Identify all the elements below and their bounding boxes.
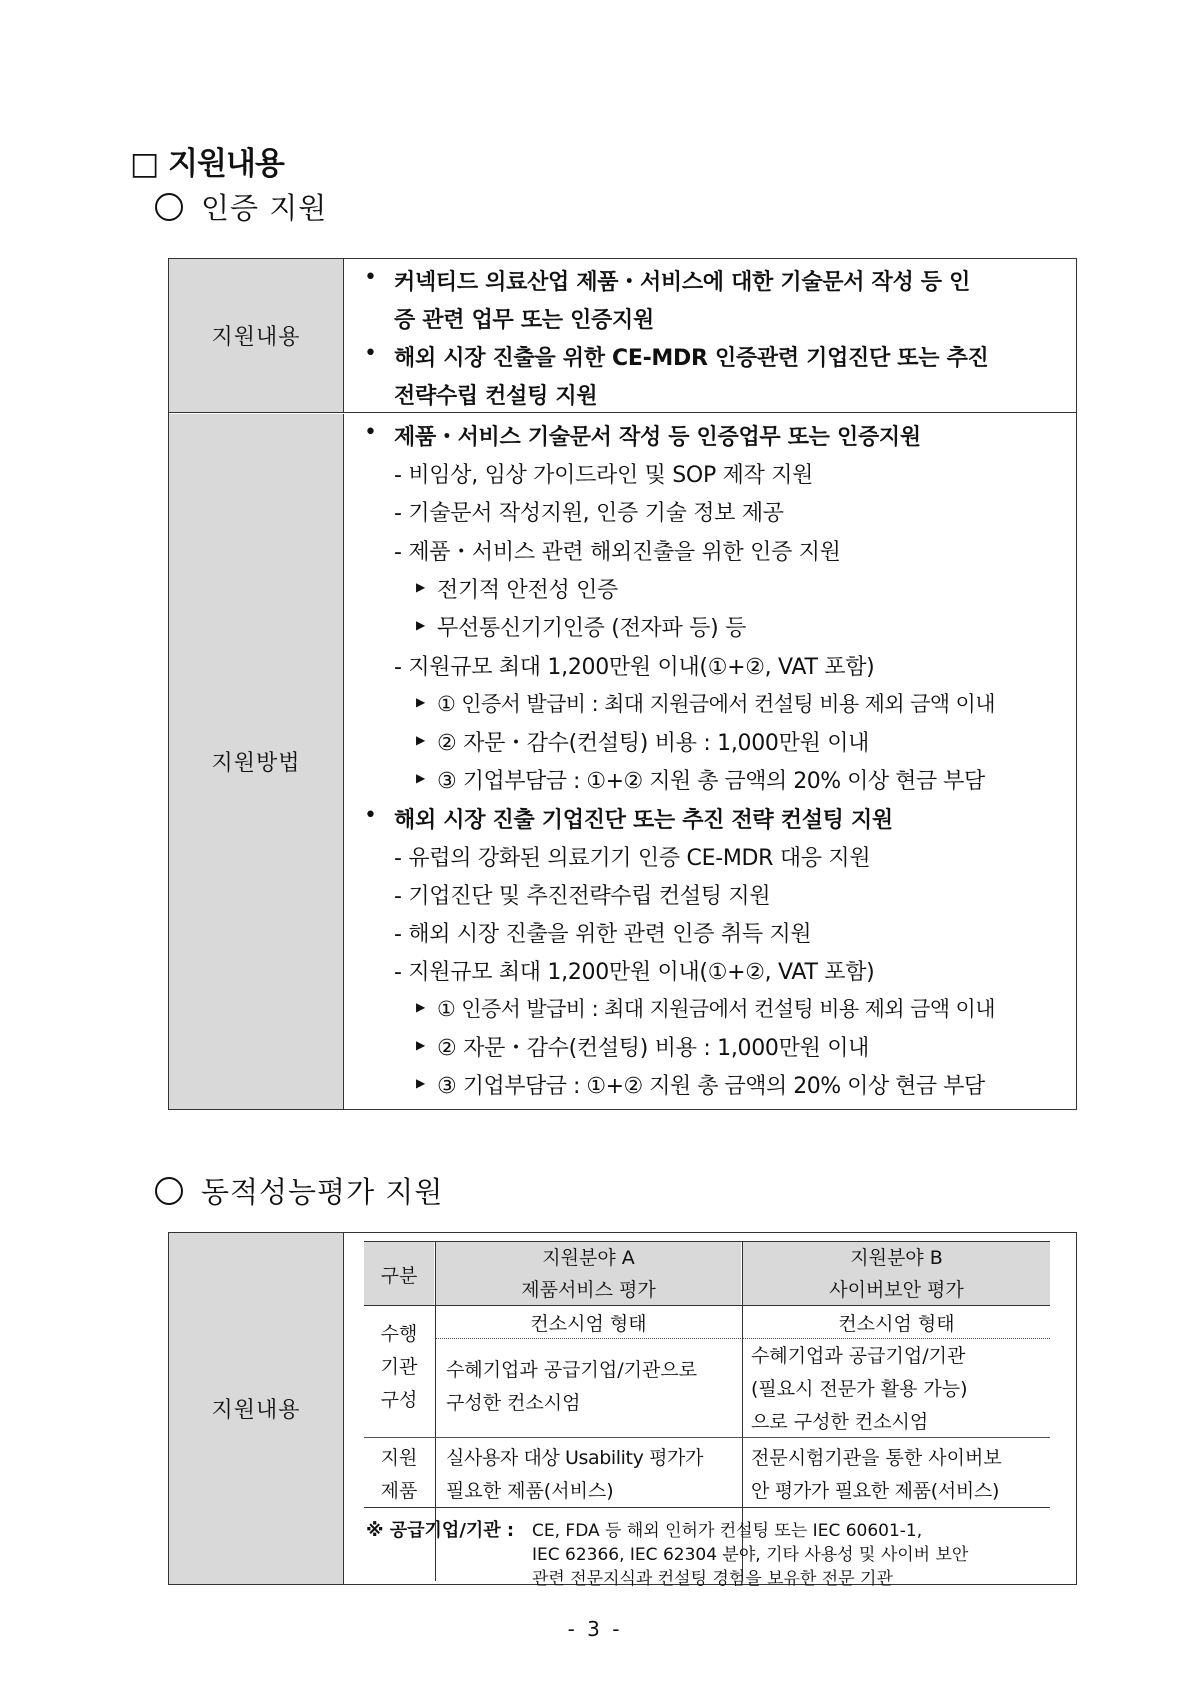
dotted-divider: [436, 1338, 741, 1339]
method-line: ③ 기업부담금 : ①+② 지원 총 금액의 20% 이상 현금 부담: [437, 769, 985, 794]
field-b-line: 으로 구성한 컨소시엄: [751, 1411, 929, 1433]
triangle-bullet-icon: ▶: [416, 580, 426, 594]
method-line: ① 인증서 발급비 : 최대 지원금에서 컨설팅 비용 제외 금액 이내: [437, 997, 995, 1021]
row-label-line: 지원: [380, 1447, 418, 1469]
method-line: - 유럽의 강화된 의료기기 인증 CE-MDR 대응 지원: [394, 846, 871, 871]
row-label-support-content: 지원내용: [169, 259, 344, 412]
method-line: 해외 시장 진출 기업진단 또는 추진 전략 컨설팅 지원: [394, 808, 893, 833]
content-line: 증 관련 업무 또는 인증지원: [394, 308, 654, 333]
note-line: CE, FDA 등 해외 인허가 컨설팅 또는 IEC 60601-1,: [532, 1521, 923, 1541]
header-field-b-subtitle: 사이버보안 평가: [829, 1279, 964, 1301]
method-line: ① 인증서 발급비 : 최대 지원금에서 컨설팅 비용 제외 금액 이내: [437, 692, 995, 716]
method-line: - 해외 시장 진출을 위한 관련 인증 취득 지원: [394, 922, 812, 947]
field-b-line: (필요시 전문가 활용 가능): [751, 1378, 968, 1400]
field-b-consortium: 컨소시엄 형태: [838, 1313, 955, 1335]
triangle-bullet-icon: ▶: [416, 733, 426, 747]
support-method-cell: [344, 414, 1076, 1109]
method-line: - 기술문서 작성지원, 인증 기술 정보 제공: [394, 501, 784, 526]
note-line: 관련 전문지식과 컨설팅 경험을 보유한 전문 기관: [532, 1569, 893, 1589]
row-label-line: 기관: [380, 1356, 418, 1378]
bullet-icon: •: [364, 265, 377, 290]
field-a-line: 수혜기업과 공급기업/기관으로: [446, 1359, 698, 1381]
method-line: ② 자문・감수(컨설팅) 비용 : 1,000만원 이내: [437, 731, 870, 756]
table-rule: [364, 1507, 1050, 1508]
certification-support-table: [168, 258, 1077, 1110]
page-number: - 3 -: [567, 1617, 623, 1641]
row-label-support-content: 지원내용: [169, 1233, 344, 1584]
method-line: - 지원규모 최대 1,200만원 이내(①+②, VAT 포함): [394, 655, 875, 680]
header-field-b-title: 지원분야 B: [850, 1247, 943, 1269]
header-field-a-subtitle: 제품서비스 평가: [521, 1279, 656, 1301]
note-line: IEC 62366, IEC 62304 분야, 기타 사용성 및 사이버 보안: [532, 1545, 969, 1565]
field-a-consortium: 컨소시엄 형태: [530, 1313, 647, 1335]
method-line: - 지원규모 최대 1,200만원 이내(①+②, VAT 포함): [394, 960, 875, 985]
method-line: 무선통신기기인증 (전자파 등) 등: [437, 616, 747, 641]
field-b-line: 안 평가가 필요한 제품(서비스): [751, 1480, 1000, 1502]
header-category: 구분: [380, 1265, 418, 1287]
table-rule: [364, 1241, 1050, 1242]
method-line: ③ 기업부담금 : ①+② 지원 총 금액의 20% 이상 현금 부담: [437, 1074, 985, 1099]
dynamic-performance-table: [168, 1232, 1077, 1589]
circle-bullet-icon: [155, 193, 183, 221]
method-line: 전기적 안전성 인증: [437, 578, 619, 603]
bullet-icon: •: [364, 420, 377, 445]
support-content-cell: [344, 259, 1076, 412]
content-line: 해외 시장 진출을 위한 CE-MDR 인증관련 기업진단 또는 추진: [394, 346, 989, 371]
field-b-line: 전문시험기관을 통한 사이버보: [751, 1447, 1002, 1469]
content-line: 전략수립 컨설팅 지원: [394, 384, 598, 409]
triangle-bullet-icon: ▶: [416, 1038, 426, 1052]
method-line: ② 자문・감수(컨설팅) 비용 : 1,000만원 이내: [437, 1036, 870, 1061]
subsection-title-text: 인증 지원: [201, 191, 328, 225]
bullet-icon: •: [364, 803, 377, 828]
triangle-bullet-icon: ▶: [416, 1000, 426, 1014]
bullet-icon: •: [364, 341, 377, 366]
row-label-line: 제품: [380, 1480, 418, 1502]
dotted-divider: [743, 1338, 1050, 1339]
method-line: - 기업진단 및 추진전략수립 컨설팅 지원: [394, 884, 771, 909]
row-divider: [169, 412, 1076, 413]
method-line: - 비임상, 임상 가이드라인 및 SOP 제작 지원: [394, 463, 814, 488]
field-a-line: 실사용자 대상 Usability 평가가: [446, 1447, 703, 1469]
triangle-bullet-icon: ▶: [416, 695, 426, 709]
row-label-support-method: 지원방법: [169, 414, 344, 1109]
subsection-title-certification: [155, 186, 327, 227]
content-line: 커넥티드 의료산업 제품・서비스에 대한 기술문서 작성 등 인: [394, 270, 971, 295]
method-line: - 제품・서비스 관련 해외진출을 위한 인증 지원: [394, 540, 841, 565]
table-rule: [364, 1305, 1050, 1306]
triangle-bullet-icon: ▶: [416, 618, 426, 632]
field-a-line: 필요한 제품(서비스): [446, 1480, 614, 1502]
triangle-bullet-icon: ▶: [416, 771, 426, 785]
section-title: □ 지원내용: [130, 146, 284, 182]
row-label-line: 구성: [380, 1389, 418, 1411]
header-field-a-title: 지원분야 A: [542, 1247, 635, 1269]
subsection-title-dynamic-performance: [155, 1170, 443, 1211]
table-rule: [364, 1437, 1050, 1438]
row-label-line: 수행: [380, 1323, 418, 1345]
method-line: 제품・서비스 기술문서 작성 등 인증업무 또는 인증지원: [394, 425, 921, 450]
triangle-bullet-icon: ▶: [416, 1076, 426, 1090]
note-label: ※ 공급기업/기관 :: [366, 1520, 515, 1541]
circle-bullet-icon: [155, 1177, 183, 1205]
inner-comparison-table: [344, 1233, 1076, 1589]
field-b-line: 수혜기업과 공급기업/기관: [751, 1345, 966, 1367]
field-a-line: 구성한 컨소시엄: [446, 1392, 581, 1414]
subsection-title-text: 동적성능평가 지원: [201, 1175, 444, 1209]
